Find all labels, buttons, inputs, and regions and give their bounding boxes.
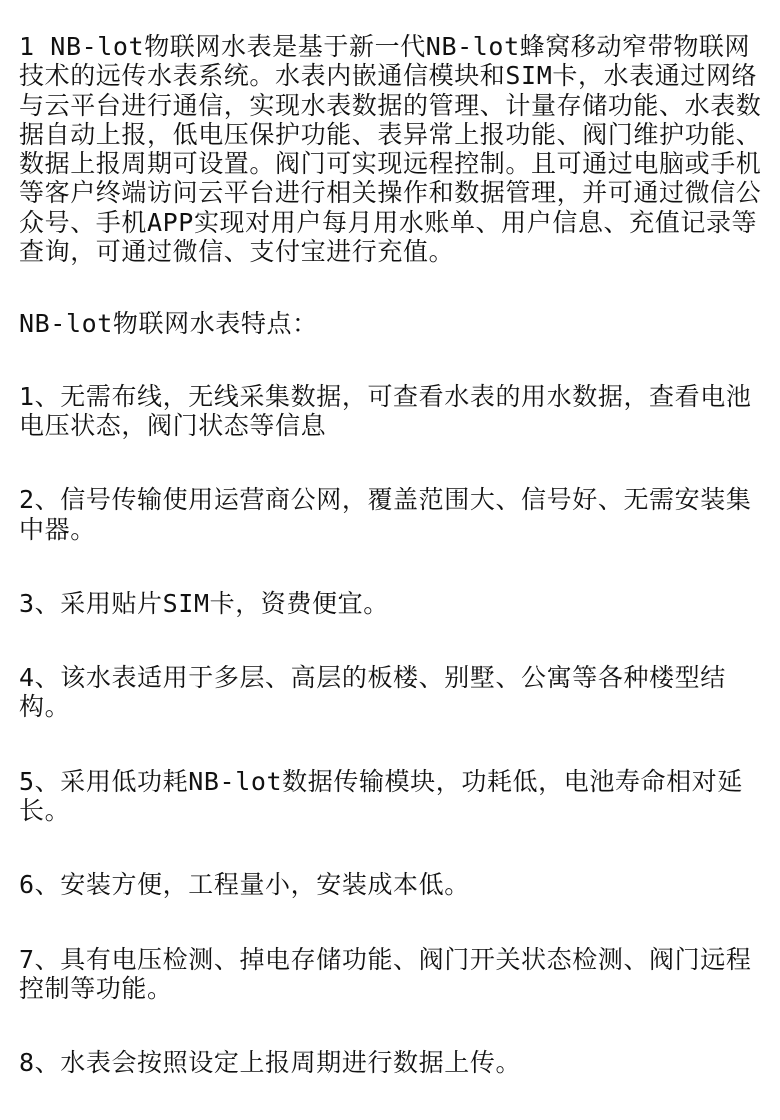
feature-item-4: 4、该水表适用于多层、高层的板楼、别墅、公寓等各种楼型结构。 <box>19 663 726 722</box>
features-title: NB-lot物联网水表特点： <box>19 309 318 339</box>
document-body <box>19 32 767 1078</box>
features-list <box>19 382 767 1078</box>
feature-item-8: 8、水表会按照设定上报周期进行数据上传。 <box>19 1048 522 1078</box>
feature-item-7: 7、具有电压检测、掉电存储功能、阀门开关状态检测、阀门远程控制等功能。 <box>19 944 752 1003</box>
feature-item-6: 6、安装方便，工程量小，安装成本低。 <box>19 870 470 900</box>
feature-item-1: 1、无需布线，无线采集数据，可查看水表的用水数据，查看电池电压状态，阀门状态等信息 <box>19 381 752 440</box>
feature-item-5: 5、采用低功耗NB-lot数据传输模块，功耗低，电池寿命相对延长。 <box>19 766 743 826</box>
feature-item-2: 2、信号传输使用运营商公网，覆盖范围大、信号好、无需安装集中器。 <box>19 485 752 544</box>
feature-item-3: 3、采用贴片SIM卡，资费便宜。 <box>19 588 389 618</box>
intro-paragraph: 1 NB-lot物联网水表是基于新一代NB-lot蜂窝移动窄带物联网技术的远传水表系统。水表内嵌通信模块和SIM卡，水表通过网络与云平台进行通信，实现水表数据的管理、计量存储功能、水表数据自动上报，低电压保护功能、表异常上报功能、阀门维护功能、数据上报周期可设置。阀门可实现远程控制。且可通过电脑或手机等客户终端访问云平台进行相关操作和数据管理，并可通过微信公众号、手机APP实现对用户每月用水账单、用户信息、充值记录等查询，可通过微信、支付宝进行充值。 <box>19 32 762 267</box>
